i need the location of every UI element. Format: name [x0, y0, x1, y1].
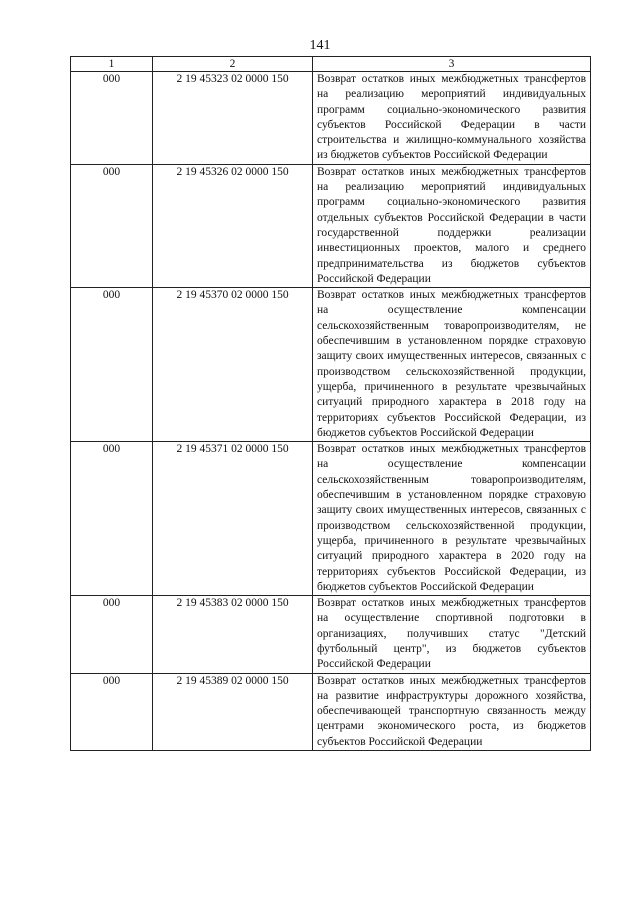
table-row	[71, 673, 591, 750]
description-cell: Возврат остатков иных межбюджетных трансфертов на развитие инфраструктуры дорожного хозяйства, обеспечивающей транспортную связанность между центрами экономического роста, из бюджетов субъектов Российской Федерации	[313, 673, 591, 750]
description-cell: Возврат остатков иных межбюджетных трансфертов на реализацию мероприятий индивидуальных программ социально-экономического развития субъектов Российской Федерации в части строительства и жилищно-коммунального хозяйства из бюджетов субъектов Российской Федерации	[313, 72, 591, 165]
description-cell: Возврат остатков иных межбюджетных трансфертов на осуществление компенсации сельскохозяйственным товаропроизводителям, обеспечившим в установленном порядке страховую защиту своих имущественных интересов, связанных с производством сельскохозяйственной продукции, ущерба, причиненного в результате чрезвычайных ситуаций природного характера в 2020 году на территориях субъектов Российской Федерации, из бюджетов субъектов Российской Федерации	[313, 442, 591, 596]
budget-classification-table	[70, 56, 591, 751]
admin-code-cell: 000	[71, 442, 153, 596]
admin-code-cell: 000	[71, 164, 153, 287]
kbk-code-cell: 2 19 45389 02 0000 150	[153, 673, 313, 750]
kbk-code-cell: 2 19 45323 02 0000 150	[153, 72, 313, 165]
table-row	[71, 72, 591, 165]
table-row	[71, 288, 591, 442]
admin-code-cell: 000	[71, 72, 153, 165]
table-header-row	[71, 57, 591, 72]
page-number: 141	[309, 38, 331, 53]
admin-code-cell: 000	[71, 673, 153, 750]
column-header-2: 2	[153, 57, 313, 72]
description-cell: Возврат остатков иных межбюджетных трансфертов на реализацию мероприятий индивидуальных программ социально-экономического развития отдельных субъектов Российской Федерации в части государственной поддержки реализации инвестиционных проектов, малого и среднего предпринимательства из бюджетов субъектов Российской Федерации	[313, 164, 591, 287]
kbk-code-cell: 2 19 45383 02 0000 150	[153, 596, 313, 673]
admin-code-cell: 000	[71, 596, 153, 673]
description-cell: Возврат остатков иных межбюджетных трансфертов на осуществление спортивной подготовки в организациях, получивших статус "Детский футбольный центр", из бюджетов субъектов Российской Федерации	[313, 596, 591, 673]
table-row	[71, 164, 591, 287]
description-cell: Возврат остатков иных межбюджетных трансфертов на осуществление компенсации сельскохозяйственным товаропроизводителям, не обеспечившим в установленном порядке страховую защиту своих имущественных интересов, связанных с производством сельскохозяйственной продукции, ущерба, причиненного в результате чрезвычайных ситуаций природного характера в 2018 году на территориях субъектов Российской Федерации, из бюджетов субъектов Российской Федерации	[313, 288, 591, 442]
table-row	[71, 596, 591, 673]
kbk-code-cell: 2 19 45370 02 0000 150	[153, 288, 313, 442]
table-row	[71, 442, 591, 596]
column-header-1: 1	[71, 57, 153, 72]
column-header-3: 3	[313, 57, 591, 72]
admin-code-cell: 000	[71, 288, 153, 442]
kbk-code-cell: 2 19 45326 02 0000 150	[153, 164, 313, 287]
kbk-code-cell: 2 19 45371 02 0000 150	[153, 442, 313, 596]
